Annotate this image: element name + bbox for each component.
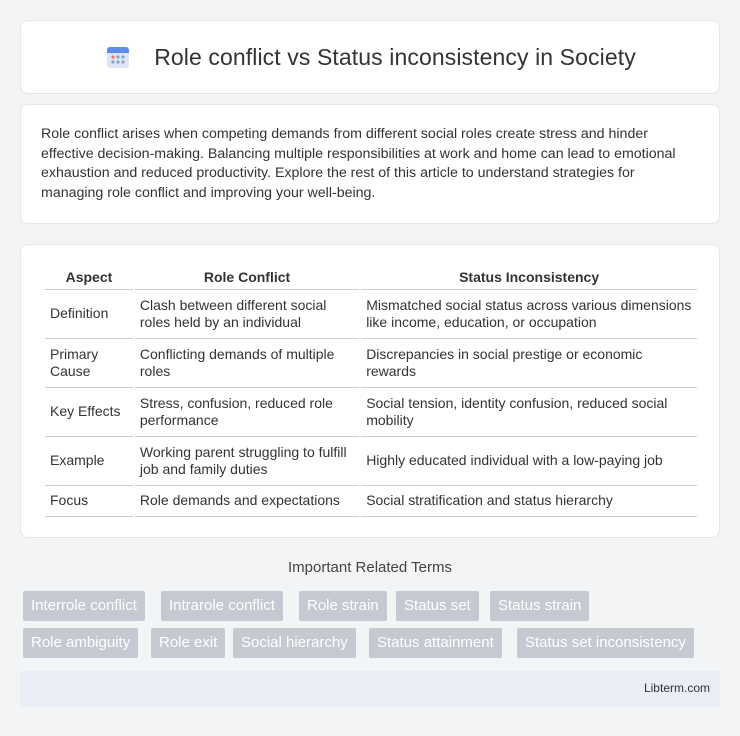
intro-paragraph: Role conflict arises when competing demands from different social roles create stress and hinder effective decision-making. Balancing multiple responsibilities at work and home can lead to emotional exhaustion and reduced productivity. Explore the rest of this article to understand strategies for managing role conflict and improving your well-being. xyxy=(41,126,676,201)
table-row xyxy=(45,388,697,437)
footer xyxy=(20,671,720,706)
header-aspect: Aspect xyxy=(45,265,133,290)
table-cell-status-inconsistency: Highly educated individual with a low-paying job xyxy=(361,437,697,486)
table-cell-aspect: Definition xyxy=(45,290,133,339)
table-row xyxy=(45,437,697,486)
related-term-tag[interactable]: Social hierarchy xyxy=(233,628,356,658)
related-term-tag[interactable]: Intrarole conflict xyxy=(161,591,283,621)
table-row xyxy=(45,290,697,339)
comparison-table xyxy=(43,265,699,517)
related-term-tag[interactable]: Role ambiguity xyxy=(23,628,138,658)
related-term-tag[interactable]: Status set inconsistency xyxy=(517,628,694,658)
related-terms-title: Important Related Terms xyxy=(288,559,452,576)
table-cell-aspect: Primary Cause xyxy=(45,339,133,388)
page-title: Role conflict vs Status inconsistency in Society xyxy=(154,43,636,70)
related-term-tag[interactable]: Role strain xyxy=(299,591,387,621)
table-cell-aspect: Focus xyxy=(45,486,133,517)
table-header-row xyxy=(45,265,697,290)
related-term-tag[interactable]: Status set xyxy=(396,591,479,621)
comparison-card xyxy=(20,244,720,538)
footer-site-link[interactable]: Libterm.com xyxy=(643,681,710,695)
table-cell-role-conflict: Stress, confusion, reduced role performance xyxy=(135,388,359,437)
table-cell-status-inconsistency: Social tension, identity confusion, reduced social mobility xyxy=(361,388,697,437)
table-cell-role-conflict: Working parent struggling to fulfill job and family duties xyxy=(135,437,359,486)
table-cell-role-conflict: Role demands and expectations xyxy=(135,486,359,517)
table-cell-aspect: Example xyxy=(45,437,133,486)
calendar-icon xyxy=(104,43,132,71)
table-cell-status-inconsistency: Mismatched social status across various dimensions like income, education, or occupation xyxy=(361,290,697,339)
table-row xyxy=(45,486,697,517)
intro-card xyxy=(20,104,720,224)
table-cell-role-conflict: Clash between different social roles held by an individual xyxy=(135,290,359,339)
table-cell-status-inconsistency: Discrepancies in social prestige or economic rewards xyxy=(361,339,697,388)
table-cell-status-inconsistency: Social stratification and status hierarchy xyxy=(361,486,697,517)
related-term-tag[interactable]: Interrole conflict xyxy=(23,591,145,621)
related-term-tag[interactable]: Status strain xyxy=(490,591,589,621)
table-row xyxy=(45,339,697,388)
table-cell-aspect: Key Effects xyxy=(45,388,133,437)
related-term-tag[interactable]: Role exit xyxy=(151,628,225,658)
header-role-conflict: Role Conflict xyxy=(135,265,359,290)
related-term-tag[interactable]: Status attainment xyxy=(369,628,502,658)
header-status-inconsistency: Status Inconsistency xyxy=(361,265,697,290)
title-card xyxy=(20,20,720,94)
table-cell-role-conflict: Conflicting demands of multiple roles xyxy=(135,339,359,388)
